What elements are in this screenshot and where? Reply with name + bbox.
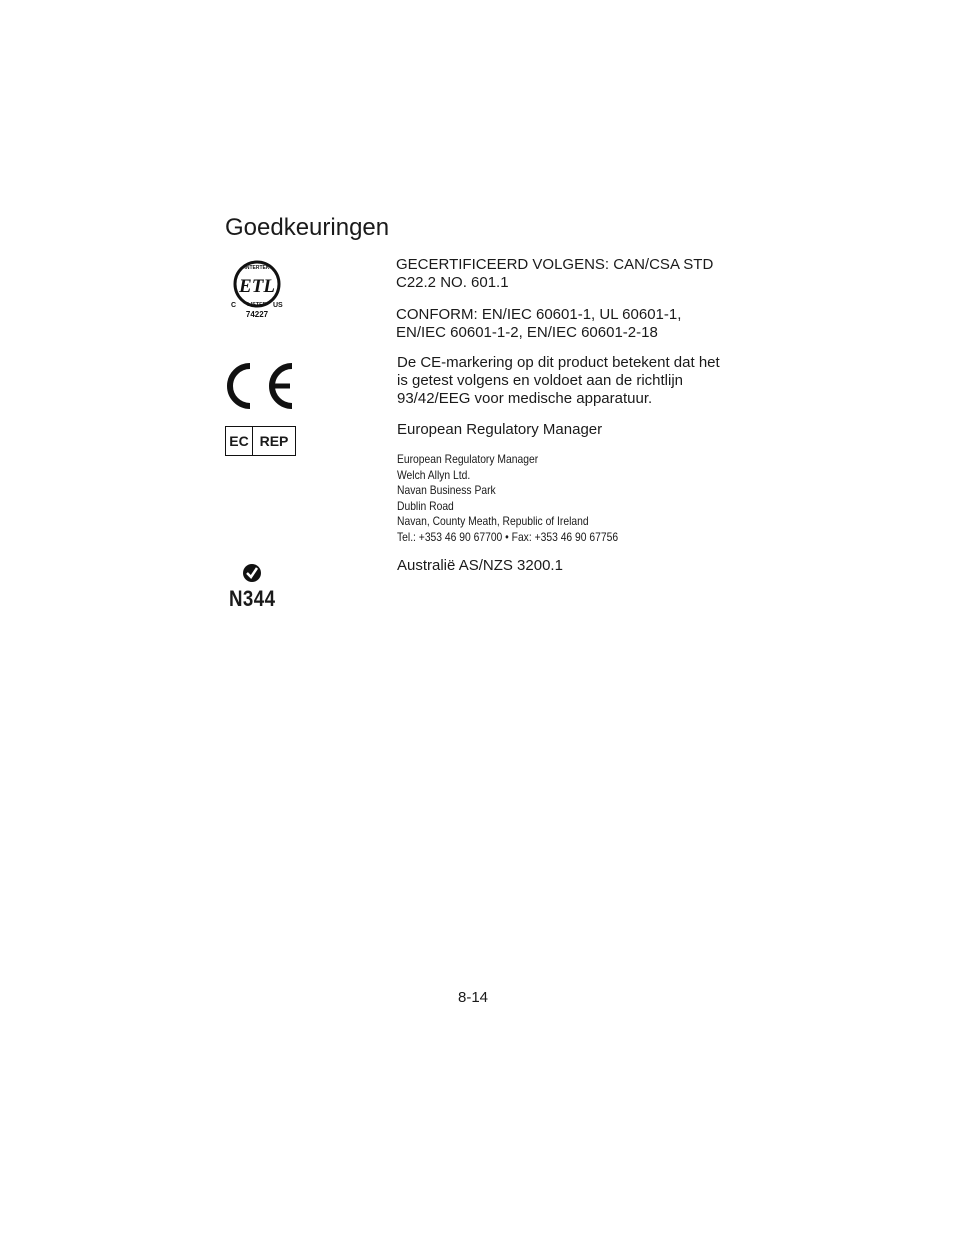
ce-mark-icon [226, 361, 296, 411]
address-line: Navan, County Meath, Republic of Ireland [397, 514, 589, 528]
etl-listed-text: LISTED [247, 302, 267, 308]
csa-certification-text: GECERTIFICEERD VOLGENS: CAN/CSA STD C22.2 NO. 601.1 [396, 256, 714, 291]
ec-rep-heading: European Regulatory Manager [397, 421, 603, 438]
address-line: European Regulatory Manager [397, 452, 539, 466]
etl-us-letters: US [273, 302, 283, 309]
svg-text:ETL: ETL [239, 276, 275, 297]
address-line: Dublin Road [397, 498, 454, 513]
ec-label: EC [226, 427, 253, 455]
c-tick-icon [242, 563, 262, 583]
etl-c-letter: C [231, 302, 237, 309]
page-title: Goedkeuringen [225, 214, 390, 241]
address-line: Navan Business Park [397, 483, 496, 497]
etl-listed-icon [228, 258, 288, 322]
c-tick-code: N344 [229, 586, 276, 611]
etl-top-text: INTERTEK [244, 265, 270, 271]
page-number: 8-14 [458, 989, 489, 1006]
etl-number: 74227 [245, 310, 269, 319]
conformity-standards-text: CONFORM: EN/IEC 60601-1, UL 60601-1, EN/IEC 60601-1-2, EN/IEC 60601-2-18 [396, 306, 682, 341]
ec-rep-symbol [225, 426, 296, 456]
address-line: Tel.: +353 46 90 67700 • Fax: +353 46 90 67756 [397, 529, 619, 544]
address-line: Welch Allyn Ltd. [397, 467, 471, 482]
rep-label: REP [259, 433, 289, 449]
ce-marking-description: De CE-markering op dit product betekent dat het is getest volgens en voldoet aan de richtlijn 93/42/EEG voor medische apparatuur. [397, 354, 720, 407]
ec-rep-address [397, 452, 727, 545]
australia-standard-text: Australië AS/NZS 3200.1 [397, 557, 563, 574]
